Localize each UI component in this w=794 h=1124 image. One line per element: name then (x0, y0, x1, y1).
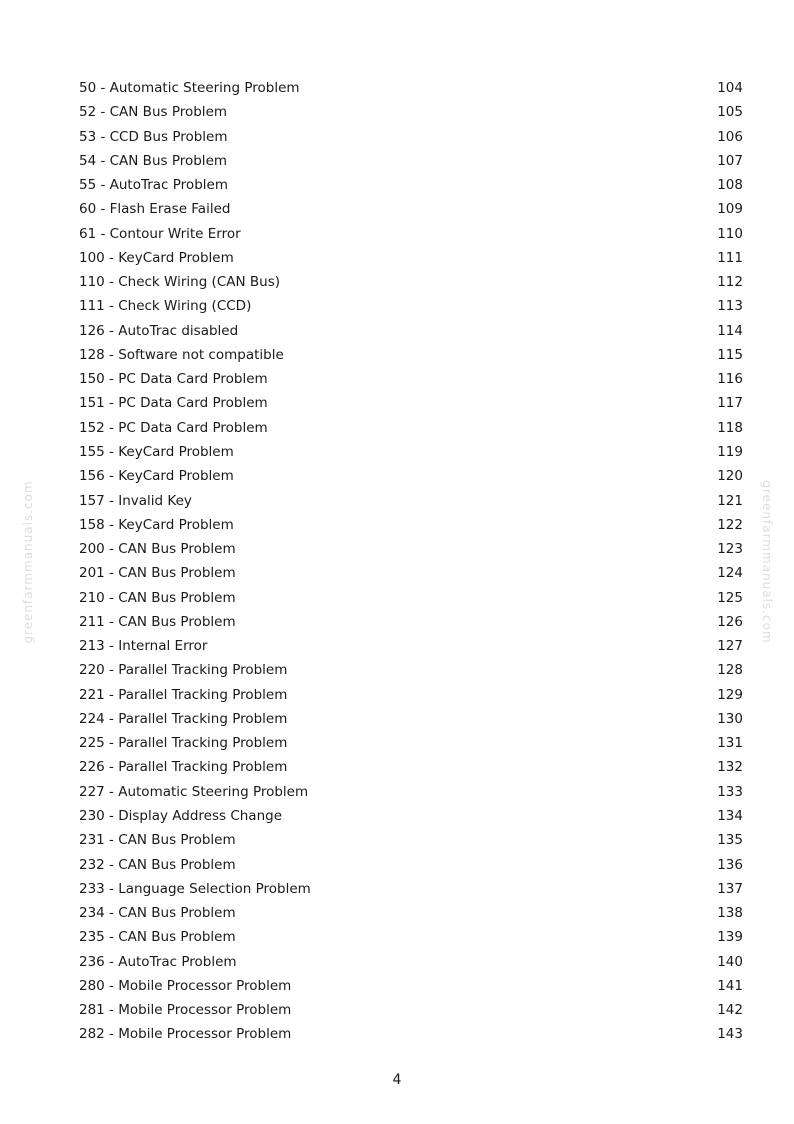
toc-entry[interactable] (79, 76, 743, 100)
toc-entry[interactable] (79, 853, 743, 877)
toc-entry-title: 282 - Mobile Processor Problem (79, 1026, 292, 1043)
toc-entry-page: 124 (717, 565, 743, 582)
toc-entry-title: 52 - CAN Bus Problem (79, 104, 228, 121)
toc-entry[interactable] (79, 950, 743, 974)
toc-entry-title: 54 - CAN Bus Problem (79, 152, 228, 169)
toc-entry[interactable] (79, 804, 743, 828)
toc-entry-title: 220 - Parallel Tracking Problem (79, 662, 288, 679)
toc-entry-title: 60 - Flash Erase Failed (79, 201, 231, 218)
toc-entry[interactable] (79, 974, 743, 998)
toc-entry-page: 134 (717, 807, 743, 824)
toc-entry-title: 53 - CCD Bus Problem (79, 128, 228, 145)
toc-entry[interactable] (79, 780, 743, 804)
toc-entry-page: 126 (717, 613, 743, 630)
toc-entry-page: 104 (717, 80, 743, 96)
toc-entry[interactable] (79, 537, 743, 561)
toc-entry[interactable] (79, 391, 743, 415)
toc-entry[interactable] (79, 343, 743, 367)
toc-entry-page: 131 (717, 735, 743, 752)
toc-entry[interactable] (79, 173, 743, 197)
toc-entry-title: 280 - Mobile Processor Problem (79, 977, 292, 994)
toc-entry[interactable] (79, 416, 743, 440)
toc-entry-title: 155 - KeyCard Problem (79, 443, 234, 460)
toc-entry-page: 141 (717, 977, 743, 994)
toc-entry-page: 122 (717, 516, 743, 533)
toc-entry-page: 118 (717, 419, 743, 436)
toc-entry-title: 227 - Automatic Steering Problem (79, 783, 309, 800)
toc-entry-page: 139 (717, 929, 743, 946)
toc-entry-title: 234 - CAN Bus Problem (79, 905, 236, 922)
toc-entry[interactable] (79, 658, 743, 682)
toc-entry-title: 221 - Parallel Tracking Problem (79, 686, 288, 703)
toc-entry-page: 135 (717, 832, 743, 849)
toc-entry-page: 129 (717, 686, 743, 703)
toc-entry-title: 225 - Parallel Tracking Problem (79, 735, 288, 752)
toc-entry[interactable] (79, 246, 743, 270)
toc-entry-page: 115 (717, 346, 743, 363)
toc-entry-page: 138 (717, 905, 743, 922)
toc-entry[interactable] (79, 877, 743, 901)
toc-entry[interactable] (79, 731, 743, 755)
toc-entry[interactable] (79, 828, 743, 852)
toc-entry[interactable] (79, 561, 743, 585)
toc-entry-page: 120 (717, 468, 743, 485)
table-of-contents (79, 76, 743, 1047)
toc-entry-title: 150 - PC Data Card Problem (79, 371, 268, 388)
toc-entry-title: 157 - Invalid Key (79, 492, 192, 509)
toc-entry-title: 61 - Contour Write Error (79, 225, 241, 242)
toc-entry-title: 211 - CAN Bus Problem (79, 613, 236, 630)
toc-entry-page: 127 (717, 638, 743, 655)
toc-entry-title: 111 - Check Wiring (CCD) (79, 298, 252, 315)
toc-entry-title: 110 - Check Wiring (CAN Bus) (79, 274, 280, 291)
toc-entry[interactable] (79, 586, 743, 610)
toc-entry[interactable] (79, 634, 743, 658)
toc-entry-page: 133 (717, 783, 743, 800)
toc-entry-title: 55 - AutoTrac Problem (79, 177, 228, 194)
toc-entry-page: 136 (717, 856, 743, 873)
toc-entry-title: 226 - Parallel Tracking Problem (79, 759, 288, 776)
toc-entry[interactable] (79, 270, 743, 294)
toc-entry-title: 213 - Internal Error (79, 638, 208, 655)
toc-entry[interactable] (79, 125, 743, 149)
toc-entry[interactable] (79, 464, 743, 488)
toc-entry-page: 107 (717, 152, 743, 169)
toc-entry-page: 106 (717, 128, 743, 145)
toc-entry-page: 109 (717, 201, 743, 218)
toc-entry[interactable] (79, 367, 743, 391)
toc-entry-title: 158 - KeyCard Problem (79, 516, 234, 533)
toc-entry-title: 224 - Parallel Tracking Problem (79, 710, 288, 727)
toc-entry-page: 142 (717, 1002, 743, 1019)
toc-entry-title: 152 - PC Data Card Problem (79, 419, 268, 436)
toc-entry[interactable] (79, 755, 743, 779)
toc-entry-title: 100 - KeyCard Problem (79, 249, 234, 266)
toc-entry-title: 231 - CAN Bus Problem (79, 832, 236, 849)
toc-entry-page: 143 (717, 1026, 743, 1043)
watermark-left: greenfarmmanuals.com (21, 480, 35, 644)
toc-entry[interactable] (79, 319, 743, 343)
toc-entry-page: 125 (717, 589, 743, 606)
toc-entry-page: 140 (717, 953, 743, 970)
toc-entry-title: 230 - Display Address Change (79, 807, 283, 824)
toc-entry[interactable] (79, 925, 743, 949)
toc-entry[interactable] (79, 294, 743, 318)
toc-entry-page: 123 (717, 541, 743, 558)
toc-entry-title: 126 - AutoTrac disabled (79, 322, 239, 339)
toc-entry-page: 116 (717, 371, 743, 388)
toc-entry-page: 105 (717, 104, 743, 121)
toc-entry[interactable] (79, 100, 743, 124)
toc-entry[interactable] (79, 901, 743, 925)
toc-entry-title: 156 - KeyCard Problem (79, 468, 234, 485)
toc-entry-page: 128 (717, 662, 743, 679)
toc-entry[interactable] (79, 1022, 743, 1046)
toc-entry[interactable] (79, 998, 743, 1022)
toc-entry[interactable] (79, 197, 743, 221)
toc-entry-title: 151 - PC Data Card Problem (79, 395, 268, 412)
toc-entry-page: 108 (717, 177, 743, 194)
toc-entry-page: 112 (717, 274, 743, 291)
toc-entry[interactable] (79, 610, 743, 634)
watermark-right: greenfarmmanuals.com (760, 480, 774, 644)
toc-entry-page: 114 (717, 322, 743, 339)
toc-entry-title: 281 - Mobile Processor Problem (79, 1002, 292, 1019)
toc-entry-page: 130 (717, 710, 743, 727)
toc-entry[interactable] (79, 222, 743, 246)
toc-entry[interactable] (79, 513, 743, 537)
toc-entry-title: 201 - CAN Bus Problem (79, 565, 236, 582)
toc-entry-page: 132 (717, 759, 743, 776)
toc-entry-page: 110 (717, 225, 743, 242)
toc-entry-title: 128 - Software not compatible (79, 346, 284, 363)
toc-entry-page: 117 (717, 395, 743, 412)
toc-entry-page: 113 (717, 298, 743, 315)
toc-entry-page: 111 (717, 249, 743, 266)
toc-entry[interactable] (79, 707, 743, 731)
toc-entry-title: 235 - CAN Bus Problem (79, 929, 236, 946)
toc-entry-page: 121 (717, 492, 743, 509)
toc-entry[interactable] (79, 149, 743, 173)
toc-entry[interactable] (79, 489, 743, 513)
toc-entry-title: 233 - Language Selection Problem (79, 880, 311, 897)
toc-entry-title: 232 - CAN Bus Problem (79, 856, 236, 873)
toc-entry[interactable] (79, 440, 743, 464)
toc-entry-page: 137 (717, 880, 743, 897)
toc-entry-title: 210 - CAN Bus Problem (79, 589, 236, 606)
toc-entry-title: 50 - Automatic Steering Problem (79, 80, 300, 96)
toc-entry-title: 236 - AutoTrac Problem (79, 953, 237, 970)
toc-entry-page: 119 (717, 443, 743, 460)
toc-entry-title: 200 - CAN Bus Problem (79, 541, 236, 558)
toc-entry[interactable] (79, 683, 743, 707)
page-number: 4 (392, 1072, 402, 1088)
